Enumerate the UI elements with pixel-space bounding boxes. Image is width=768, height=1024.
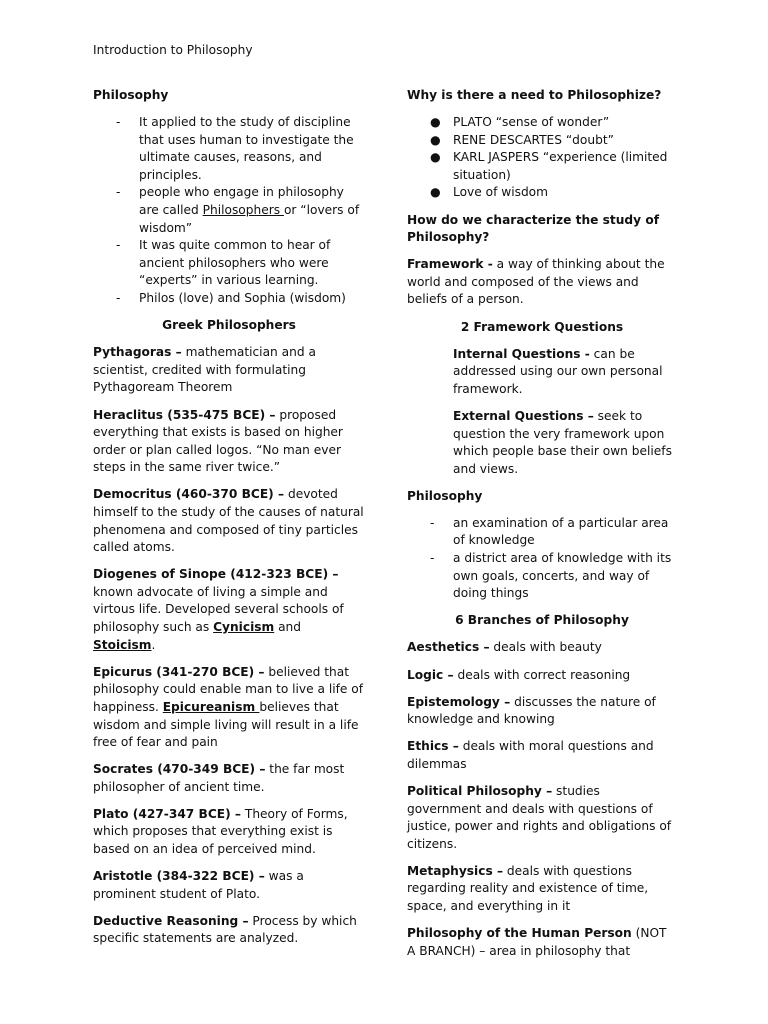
list-item: - It was quite common to hear of ancient philosophers who were “experts” in various learning.: [116, 238, 331, 288]
dash-marker: -: [116, 291, 121, 306]
list-item: - a district area of knowledge with its own goals, concerts, and way of doing things: [430, 551, 672, 601]
entry-internal-questions: Internal Questions - can be addressed using our own personal framework.: [453, 346, 663, 396]
entry-external-questions: External Questions – seek to question the very framework upon which people base their own beliefs and views.: [453, 408, 672, 476]
bullet-dot-icon: ●: [430, 132, 441, 147]
entry-framework: Framework - a way of thinking about the world and composed of the views and beliefs of a person.: [407, 257, 665, 307]
entry-socrates: Socrates (470-349 BCE) – the far most philosopher of ancient time.: [93, 762, 345, 794]
stoicism-term: Stoicism: [93, 637, 152, 652]
entry-epistemology: Epistemology – discusses the nature of knowledge and knowing: [407, 694, 656, 727]
philosophy-definition-list: [93, 114, 365, 308]
philosophy-heading-2: Philosophy: [407, 488, 483, 503]
bullet-dot-icon: ●: [430, 185, 441, 200]
list-item: ● PLATO “sense of wonder”: [407, 114, 677, 132]
entry-diogenes: Diogenes of Sinope (412-323 BCE) – known advocate of living a simple and virtous life. Developed several schools of philosophy such as Cynicism and Stoicism.: [93, 567, 344, 652]
left-column: [93, 87, 365, 958]
list-item: - It applied to the study of discipline that uses human to investigate the ultimate causes, reasons, and principles.: [116, 115, 354, 182]
entry-plato: Plato (427-347 BCE) – Theory of Forms, which proposes that everything exist is based on an idea of perceived mind.: [93, 806, 348, 857]
why-philosophize-heading: Why is there a need to Philosophize?: [407, 88, 662, 102]
entry-aristotle: Aristotle (384-322 BCE) – was a prominent student of Plato.: [93, 869, 304, 901]
document-header: [93, 42, 253, 60]
entry-philosophy-human-person: Philosophy of the Human Person (NOT A BRANCH) – area in philosophy that: [407, 926, 667, 958]
entry-political-philosophy: Political Philosophy – studies government and deals with questions of justice, power and rights and obligations of citizens.: [407, 784, 672, 851]
dash-marker: -: [430, 551, 435, 566]
entry-epicurus: Epicurus (341-270 BCE) – believed that philosophy could enable man to live a life of happiness. Epicureanism believes that wisdom and simple living will result in a life free of fear and pain: [93, 664, 364, 750]
entry-pythagoras: Pythagoras – mathematician and a scientist, credited with formulating Pythagoream Theorem: [93, 345, 316, 395]
epicureanism-term: Epicureanism: [162, 699, 260, 714]
entry-aesthetics: Aesthetics – deals with beauty: [407, 640, 602, 655]
why-philosophize-list: [407, 114, 677, 202]
dash-marker: -: [116, 115, 121, 130]
document-title: Introduction to Philosophy: [93, 43, 253, 57]
entry-democritus: Democritus (460-370 BCE) – devoted himself to the study of the causes of natural phenomena and composed of tiny particles called atoms.: [93, 487, 364, 555]
dash-marker: -: [116, 238, 121, 253]
list-item: - Philos (love) and Sophia (wisdom): [93, 290, 365, 308]
philosophy-heading: Philosophy: [93, 88, 169, 102]
bullet-dot-icon: ●: [430, 115, 441, 130]
list-item: - an examination of a particular area of knowledge: [430, 515, 669, 548]
right-column: [407, 87, 677, 970]
dash-marker: -: [430, 515, 435, 530]
cynicism-term: Cynicism: [213, 620, 275, 635]
list-item: ● Love of wisdom: [407, 184, 677, 202]
characterize-heading: How do we characterize the study of Philosophy?: [407, 212, 660, 245]
dash-marker: -: [116, 185, 121, 200]
framework-questions-heading: 2 Framework Questions: [460, 319, 624, 334]
philosophers-term: Philosophers: [202, 203, 284, 218]
greek-philosophers-heading: Greek Philosophers: [162, 318, 296, 333]
entry-ethics: Ethics – deals with moral questions and dilemmas: [407, 739, 654, 771]
philosophy-meaning-list: [407, 515, 677, 603]
bullet-dot-icon: ●: [430, 150, 441, 165]
list-item: - people who engage in philosophy are called Philosophers or “lovers of wisdom”: [116, 185, 360, 235]
list-item: ● KARL JASPERS “experience (limited situation): [430, 150, 668, 182]
entry-deductive-reasoning: Deductive Reasoning – Process by which specific statements are analyzed.: [93, 913, 357, 946]
entry-metaphysics: Metaphysics – deals with questions regarding reality and existence of time, space, and everything in it: [407, 863, 649, 914]
branches-heading: 6 Branches of Philosophy: [455, 613, 629, 628]
entry-logic: Logic – deals with correct reasoning: [407, 667, 631, 682]
list-item: ● RENE DESCARTES “doubt”: [407, 132, 677, 150]
entry-heraclitus: Heraclitus (535-475 BCE) – proposed everything that exists is based on higher order or plan called logos. “No man ever steps in the same river twice.”: [93, 407, 343, 475]
